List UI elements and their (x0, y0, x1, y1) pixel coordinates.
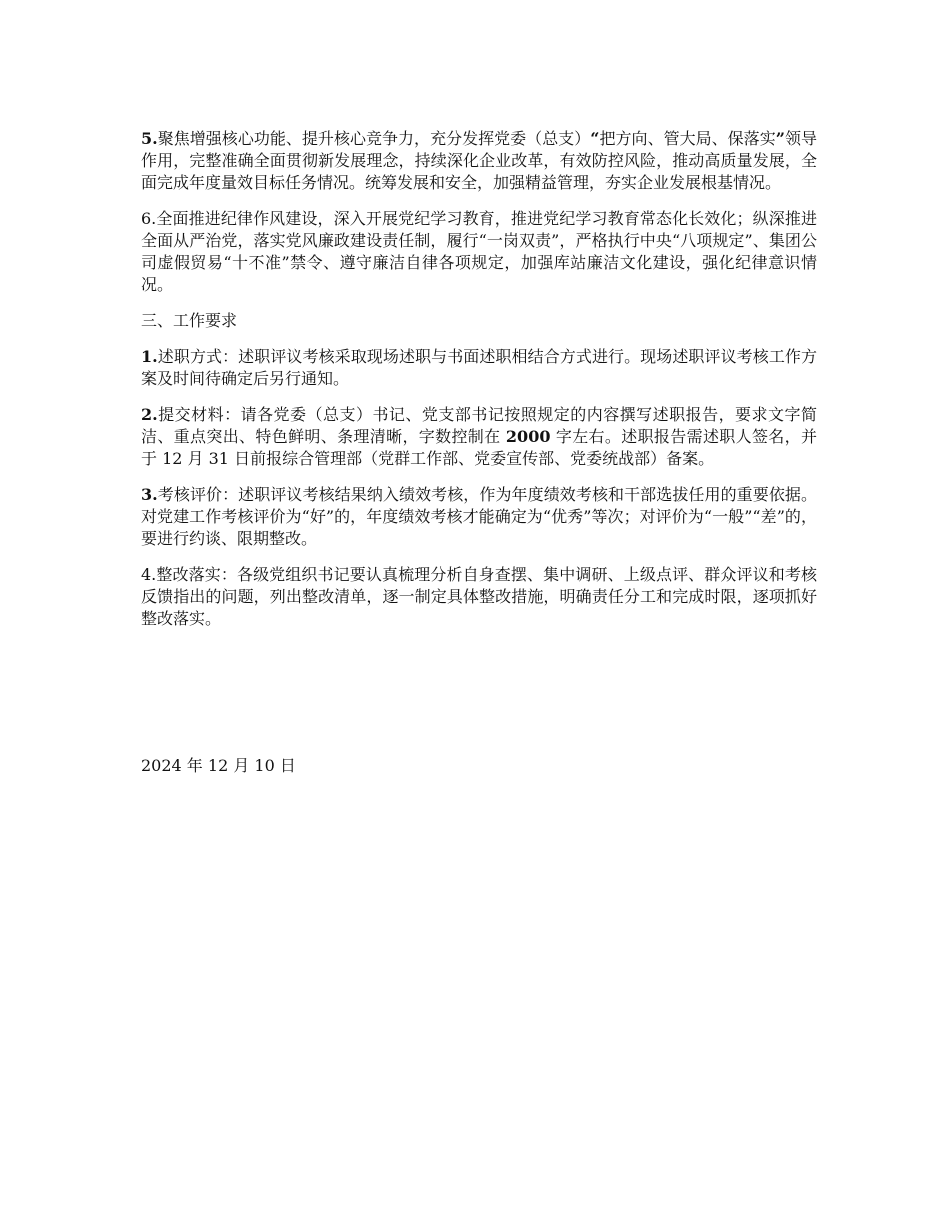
paragraph-5-text-a: 聚焦增强核心功能、提升核心竞争力，充分发挥党委（总支） (157, 129, 591, 148)
requirement-1-text: 述职方式：述职评议考核采取现场述职与书面述职相结合方式进行。现场述职评议考核工作方案及时间待确定后另行通知。 (141, 347, 817, 388)
paragraph-5-text-b: 把方向、管大局、保落实 (599, 129, 776, 148)
requirement-2-text-b: 字左右。述职报告需述职人签名，并于 12 月 31 日前报综合管理部（党群工作部、党委宣传部、党委统战部）备案。 (141, 427, 817, 468)
requirement-2-text-a: 提交材料：请各党委（总支）书记、党支部书记按照规定的内容撰写述职报告，要求文字简洁、重点突出、特色鲜明、条理清晰，字数控制在 (141, 405, 817, 446)
requirement-1-number: 1. (141, 347, 158, 366)
document-body (141, 128, 817, 644)
document-date: 2024 年 12 月 10 日 (141, 756, 296, 775)
requirement-4: 4.整改落实：各级党组织书记要认真梳理分析自身查摆、集中调研、上级点评、群众评议和考核反馈指出的问题，列出整改清单，逐一制定具体整改措施，明确责任分工和完成时限，逐项抓好整改落实。 (141, 565, 817, 628)
paragraph-5-quote-open: “ (590, 129, 600, 148)
requirement-3-text: 考核评价：述职评议考核结果纳入绩效考核，作为年度绩效考核和干部选拔任用的重要依据。对党建工作考核评价为“好”的，年度绩效考核才能确定为“优秀”等次；对评价为“一般”“差”的，要进行约谈、限期整改。 (141, 485, 817, 548)
requirement-3 (141, 484, 817, 550)
requirement-3-number: 3. (141, 485, 158, 504)
section-heading: 三、工作要求 (141, 311, 238, 330)
paragraph-5-text-c: 领导作用，完整准确全面贯彻新发展理念，持续深化企业改革，有效防控风险，推动高质量发展，全面完成年度量效目标任务情况。统筹发展和安全，加强精益管理，夯实企业发展根基情况。 (141, 129, 817, 192)
requirement-2-number: 2. (141, 405, 158, 424)
requirement-1 (141, 346, 817, 390)
requirement-2-word-count: 2000 (505, 427, 551, 446)
paragraph-5-number: 5. (141, 129, 158, 148)
paragraph-5 (141, 128, 817, 194)
requirement-2 (141, 404, 817, 470)
paragraph-5-quote-close: ” (775, 129, 785, 148)
paragraph-6: 6.全面推进纪律作风建设，深入开展党纪学习教育，推进党纪学习教育常态化长效化；纵深推进全面从严治党，落实党风廉政建设责任制，履行“一岗双责”，严格执行中央“八项规定”、集团公司虚假贸易“十不准”禁令、遵守廉洁自律各项规定，加强库站廉洁文化建设，强化纪律意识情况。 (141, 209, 817, 294)
